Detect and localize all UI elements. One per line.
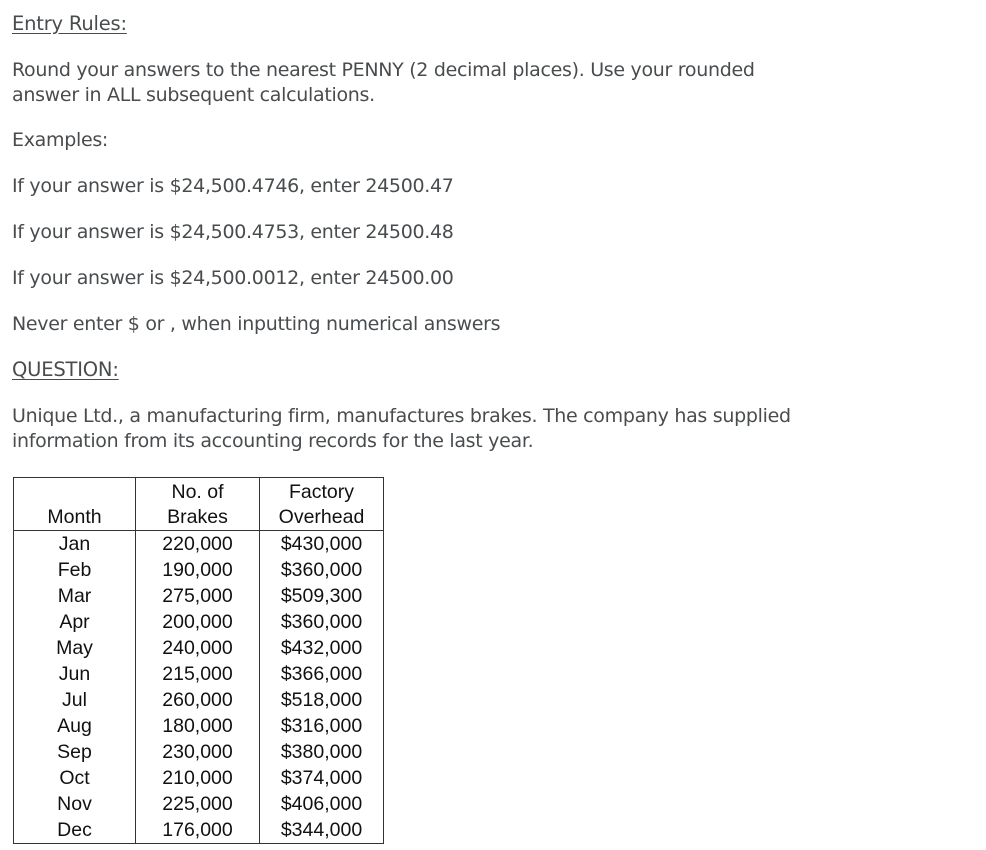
- question-text-line-2: information from its accounting records for the last year.: [12, 430, 534, 452]
- rounding-instruction-line-2: answer in ALL subsequent calculations.: [12, 84, 375, 106]
- brakes-cell: 225,000: [136, 791, 260, 817]
- month-column-header: [14, 478, 136, 531]
- month-cell: Oct: [14, 765, 136, 791]
- table-row: [14, 791, 384, 817]
- table-row: [14, 583, 384, 609]
- month-cell: Apr: [14, 609, 136, 635]
- brakes-cell: 260,000: [136, 687, 260, 713]
- question-text-line-1: Unique Ltd., a manufacturing firm, manufactures brakes. The company has supplied: [12, 405, 791, 427]
- rounding-instruction-line-1: Round your answers to the nearest PENNY (2 decimal places). Use your rounded: [12, 59, 755, 81]
- input-warning: Never enter $ or , when inputting numerical answers: [12, 313, 501, 335]
- table-row: [14, 817, 384, 844]
- overhead-cell: $430,000: [260, 531, 384, 558]
- brakes-cell: 220,000: [136, 531, 260, 558]
- example-2: If your answer is $24,500.4753, enter 24500.48: [12, 221, 454, 243]
- table-row: [14, 739, 384, 765]
- overhead-cell: $360,000: [260, 609, 384, 635]
- table-row: [14, 609, 384, 635]
- overhead-cell: $360,000: [260, 557, 384, 583]
- examples-label: Examples:: [12, 129, 109, 151]
- question-heading: QUESTION:: [12, 358, 119, 381]
- overhead-cell: $344,000: [260, 817, 384, 844]
- overhead-cell: $432,000: [260, 635, 384, 661]
- example-3: If your answer is $24,500.0012, enter 24500.00: [12, 267, 454, 289]
- table-row: [14, 765, 384, 791]
- overhead-cell: $366,000: [260, 661, 384, 687]
- overhead-column-header: [260, 478, 384, 531]
- month-cell: Dec: [14, 817, 136, 844]
- brakes-cell: 240,000: [136, 635, 260, 661]
- month-cell: Nov: [14, 791, 136, 817]
- brakes-header-line-2: Brakes: [167, 506, 228, 528]
- brakes-cell: 200,000: [136, 609, 260, 635]
- overhead-cell: $316,000: [260, 713, 384, 739]
- overhead-cell: $509,300: [260, 583, 384, 609]
- example-1: If your answer is $24,500.4746, enter 24500.47: [12, 175, 454, 197]
- table-header-row: [14, 478, 384, 531]
- brakes-cell: 275,000: [136, 583, 260, 609]
- table-row: [14, 687, 384, 713]
- overhead-cell: $380,000: [260, 739, 384, 765]
- month-cell: Jul: [14, 687, 136, 713]
- entry-rules-heading: Entry Rules:: [12, 12, 127, 35]
- month-cell: Feb: [14, 557, 136, 583]
- overhead-header-line-2: Overhead: [278, 506, 365, 528]
- month-cell: Mar: [14, 583, 136, 609]
- table-row: [14, 635, 384, 661]
- month-cell: Jun: [14, 661, 136, 687]
- brakes-cell: 210,000: [136, 765, 260, 791]
- overhead-header-line-1: Factory: [288, 481, 354, 503]
- table-row: [14, 661, 384, 687]
- brakes-cell: 215,000: [136, 661, 260, 687]
- table-row: [14, 713, 384, 739]
- overhead-cell: $374,000: [260, 765, 384, 791]
- overhead-cell: $406,000: [260, 791, 384, 817]
- brakes-cell: 190,000: [136, 557, 260, 583]
- brakes-header-line-1: No. of: [171, 481, 224, 503]
- month-cell: May: [14, 635, 136, 661]
- brakes-cell: 176,000: [136, 817, 260, 844]
- brakes-cell: 180,000: [136, 713, 260, 739]
- table-row: [14, 557, 384, 583]
- month-cell: Jan: [14, 531, 136, 558]
- month-cell: Sep: [14, 739, 136, 765]
- month-header-label: Month: [47, 506, 102, 528]
- overhead-cell: $518,000: [260, 687, 384, 713]
- month-cell: Aug: [14, 713, 136, 739]
- table-row: [14, 531, 384, 558]
- brakes-cell: 230,000: [136, 739, 260, 765]
- brakes-column-header: [136, 478, 260, 531]
- monthly-data-table: [13, 477, 384, 844]
